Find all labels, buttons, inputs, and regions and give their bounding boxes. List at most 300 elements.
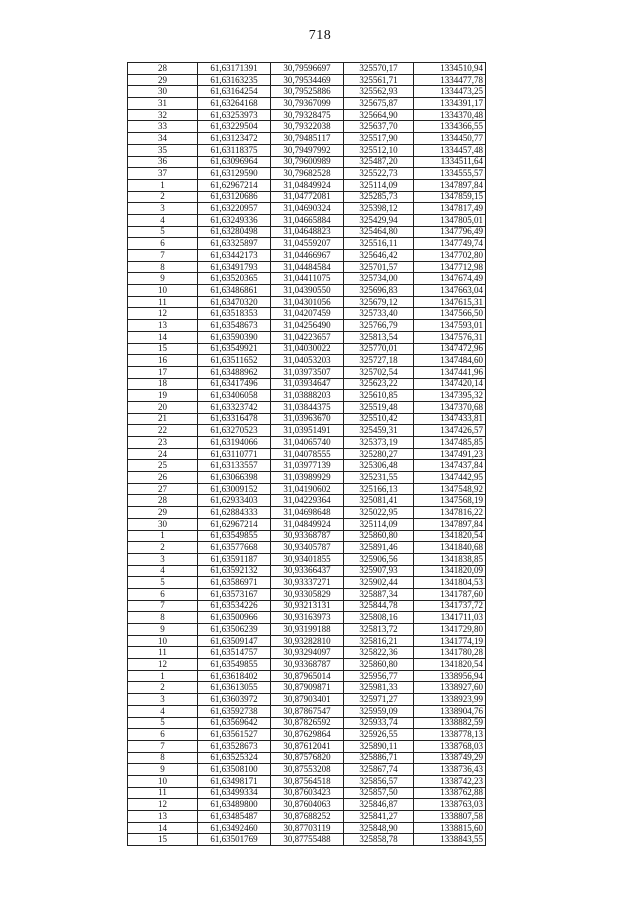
longitude-cell: 30,87903401 <box>271 694 344 706</box>
x-coordinate-cell: 325813,54 <box>344 331 414 343</box>
x-coordinate-cell: 325981,33 <box>344 682 414 694</box>
table-row <box>128 495 486 507</box>
longitude-cell: 30,93401855 <box>271 553 344 565</box>
y-coordinate-cell: 1341780,28 <box>414 647 486 659</box>
y-coordinate-cell: 1341838,85 <box>414 553 486 565</box>
y-coordinate-cell: 1347816,22 <box>414 507 486 519</box>
latitude-cell: 61,63508100 <box>198 764 271 776</box>
latitude-cell: 61,63586971 <box>198 577 271 589</box>
latitude-cell: 61,63618402 <box>198 670 271 682</box>
longitude-cell: 31,04053203 <box>271 355 344 367</box>
table-row <box>128 507 486 519</box>
longitude-cell: 31,04030022 <box>271 343 344 355</box>
x-coordinate-cell: 325280,27 <box>344 448 414 460</box>
table-row <box>128 635 486 647</box>
y-coordinate-cell: 1334477,78 <box>414 74 486 86</box>
latitude-cell: 61,63406058 <box>198 390 271 402</box>
longitude-cell: 30,87629864 <box>271 729 344 741</box>
x-coordinate-cell: 325522,73 <box>344 168 414 180</box>
point-number-cell: 3 <box>128 694 198 706</box>
longitude-cell: 30,87703119 <box>271 822 344 834</box>
latitude-cell: 61,63549855 <box>198 530 271 542</box>
y-coordinate-cell: 1347817,49 <box>414 203 486 215</box>
longitude-cell: 31,04559207 <box>271 238 344 250</box>
y-coordinate-cell: 1338956,94 <box>414 670 486 682</box>
point-number-cell: 1 <box>128 670 198 682</box>
longitude-cell: 30,87576820 <box>271 752 344 764</box>
longitude-cell: 30,93337271 <box>271 577 344 589</box>
table-row <box>128 577 486 589</box>
latitude-cell: 61,63163235 <box>198 74 271 86</box>
longitude-cell: 30,87755488 <box>271 834 344 846</box>
latitude-cell: 61,63509147 <box>198 635 271 647</box>
point-number-cell: 24 <box>128 448 198 460</box>
x-coordinate-cell: 325886,71 <box>344 752 414 764</box>
table-row <box>128 250 486 262</box>
y-coordinate-cell: 1347702,80 <box>414 250 486 262</box>
point-number-cell: 18 <box>128 378 198 390</box>
table-row <box>128 191 486 203</box>
point-number-cell: 3 <box>128 203 198 215</box>
longitude-cell: 31,04648823 <box>271 226 344 238</box>
point-number-cell: 3 <box>128 553 198 565</box>
y-coordinate-cell: 1347566,50 <box>414 308 486 320</box>
x-coordinate-cell: 325022,95 <box>344 507 414 519</box>
point-number-cell: 6 <box>128 588 198 600</box>
latitude-cell: 61,63270523 <box>198 425 271 437</box>
longitude-cell: 31,03977139 <box>271 460 344 472</box>
point-number-cell: 12 <box>128 308 198 320</box>
table-row <box>128 822 486 834</box>
latitude-cell: 61,63485487 <box>198 811 271 823</box>
latitude-cell: 61,63316478 <box>198 413 271 425</box>
point-number-cell: 8 <box>128 612 198 624</box>
x-coordinate-cell: 325516,11 <box>344 238 414 250</box>
point-number-cell: 13 <box>128 320 198 332</box>
latitude-cell: 61,63442173 <box>198 250 271 262</box>
longitude-cell: 30,87612041 <box>271 740 344 752</box>
latitude-cell: 61,63164254 <box>198 86 271 98</box>
latitude-cell: 61,63066398 <box>198 472 271 484</box>
point-number-cell: 33 <box>128 121 198 133</box>
longitude-cell: 30,79322038 <box>271 121 344 133</box>
y-coordinate-cell: 1334366,55 <box>414 121 486 133</box>
latitude-cell: 61,63577668 <box>198 542 271 554</box>
point-number-cell: 4 <box>128 565 198 577</box>
longitude-cell: 30,93368787 <box>271 530 344 542</box>
latitude-cell: 61,63133557 <box>198 460 271 472</box>
y-coordinate-cell: 1347485,85 <box>414 437 486 449</box>
longitude-cell: 30,87826592 <box>271 717 344 729</box>
latitude-cell: 61,63520365 <box>198 273 271 285</box>
longitude-cell: 30,79534469 <box>271 74 344 86</box>
latitude-cell: 61,63506239 <box>198 624 271 636</box>
y-coordinate-cell: 1347548,92 <box>414 483 486 495</box>
table-row <box>128 133 486 145</box>
table-row <box>128 530 486 542</box>
latitude-cell: 61,63171391 <box>198 63 271 75</box>
table-row <box>128 483 486 495</box>
latitude-cell: 61,63096964 <box>198 156 271 168</box>
table-row <box>128 705 486 717</box>
latitude-cell: 61,63264168 <box>198 98 271 110</box>
table-row <box>128 308 486 320</box>
x-coordinate-cell: 325459,31 <box>344 425 414 437</box>
longitude-cell: 31,04390550 <box>271 285 344 297</box>
table-row <box>128 565 486 577</box>
longitude-cell: 30,93163973 <box>271 612 344 624</box>
y-coordinate-cell: 1347491,23 <box>414 448 486 460</box>
table-row <box>128 694 486 706</box>
point-number-cell: 2 <box>128 542 198 554</box>
longitude-cell: 30,79485117 <box>271 133 344 145</box>
latitude-cell: 61,63253973 <box>198 109 271 121</box>
y-coordinate-cell: 1338762,88 <box>414 787 486 799</box>
x-coordinate-cell: 325907,93 <box>344 565 414 577</box>
table-row <box>128 214 486 226</box>
point-number-cell: 12 <box>128 659 198 671</box>
point-number-cell: 14 <box>128 822 198 834</box>
y-coordinate-cell: 1347441,96 <box>414 366 486 378</box>
latitude-cell: 61,63591187 <box>198 553 271 565</box>
longitude-cell: 30,93368787 <box>271 659 344 671</box>
y-coordinate-cell: 1347897,84 <box>414 518 486 530</box>
longitude-cell: 30,93282810 <box>271 635 344 647</box>
x-coordinate-cell: 325857,50 <box>344 787 414 799</box>
table-row <box>128 740 486 752</box>
latitude-cell: 61,63592132 <box>198 565 271 577</box>
x-coordinate-cell: 325867,74 <box>344 764 414 776</box>
latitude-cell: 61,63534226 <box>198 600 271 612</box>
table-row <box>128 588 486 600</box>
longitude-cell: 31,04698648 <box>271 507 344 519</box>
x-coordinate-cell: 325766,79 <box>344 320 414 332</box>
point-number-cell: 11 <box>128 787 198 799</box>
y-coordinate-cell: 1341787,60 <box>414 588 486 600</box>
x-coordinate-cell: 325734,00 <box>344 273 414 285</box>
point-number-cell: 15 <box>128 834 198 846</box>
y-coordinate-cell: 1341820,09 <box>414 565 486 577</box>
table-row <box>128 670 486 682</box>
table-row <box>128 787 486 799</box>
x-coordinate-cell: 325808,16 <box>344 612 414 624</box>
point-number-cell: 15 <box>128 343 198 355</box>
latitude-cell: 61,63194066 <box>198 437 271 449</box>
x-coordinate-cell: 325933,74 <box>344 717 414 729</box>
point-number-cell: 8 <box>128 752 198 764</box>
latitude-cell: 61,63118375 <box>198 144 271 156</box>
x-coordinate-cell: 325702,54 <box>344 366 414 378</box>
y-coordinate-cell: 1338923,99 <box>414 694 486 706</box>
table-row <box>128 624 486 636</box>
longitude-cell: 30,79682528 <box>271 168 344 180</box>
table-row <box>128 425 486 437</box>
y-coordinate-cell: 1338904,76 <box>414 705 486 717</box>
longitude-cell: 30,87604063 <box>271 799 344 811</box>
x-coordinate-cell: 325846,87 <box>344 799 414 811</box>
x-coordinate-cell: 325570,17 <box>344 63 414 75</box>
x-coordinate-cell: 325623,22 <box>344 378 414 390</box>
point-number-cell: 7 <box>128 250 198 262</box>
x-coordinate-cell: 325429,94 <box>344 214 414 226</box>
longitude-cell: 30,79497992 <box>271 144 344 156</box>
x-coordinate-cell: 325231,55 <box>344 472 414 484</box>
point-number-cell: 26 <box>128 472 198 484</box>
point-number-cell: 12 <box>128 799 198 811</box>
x-coordinate-cell: 325860,80 <box>344 659 414 671</box>
table-row <box>128 261 486 273</box>
table-row <box>128 413 486 425</box>
table-row <box>128 366 486 378</box>
table-row <box>128 518 486 530</box>
x-coordinate-cell: 325813,72 <box>344 624 414 636</box>
table-row <box>128 682 486 694</box>
point-number-cell: 9 <box>128 273 198 285</box>
table-row <box>128 448 486 460</box>
x-coordinate-cell: 325733,40 <box>344 308 414 320</box>
latitude-cell: 61,62884333 <box>198 507 271 519</box>
table-row <box>128 109 486 121</box>
latitude-cell: 61,63514757 <box>198 647 271 659</box>
x-coordinate-cell: 325510,42 <box>344 413 414 425</box>
point-number-cell: 29 <box>128 507 198 519</box>
latitude-cell: 61,63009152 <box>198 483 271 495</box>
table-row <box>128 775 486 787</box>
longitude-cell: 31,04078555 <box>271 448 344 460</box>
x-coordinate-cell: 325561,71 <box>344 74 414 86</box>
x-coordinate-cell: 325727,18 <box>344 355 414 367</box>
point-number-cell: 5 <box>128 226 198 238</box>
x-coordinate-cell: 325664,90 <box>344 109 414 121</box>
table-row <box>128 799 486 811</box>
longitude-cell: 30,93213131 <box>271 600 344 612</box>
table-row <box>128 343 486 355</box>
x-coordinate-cell: 325114,09 <box>344 179 414 191</box>
latitude-cell: 61,63325897 <box>198 238 271 250</box>
y-coordinate-cell: 1341820,54 <box>414 530 486 542</box>
longitude-cell: 31,04690324 <box>271 203 344 215</box>
x-coordinate-cell: 325646,42 <box>344 250 414 262</box>
x-coordinate-cell: 325902,44 <box>344 577 414 589</box>
longitude-cell: 31,04065740 <box>271 437 344 449</box>
latitude-cell: 61,63498171 <box>198 775 271 787</box>
point-number-cell: 10 <box>128 285 198 297</box>
point-number-cell: 4 <box>128 214 198 226</box>
longitude-cell: 31,04207459 <box>271 308 344 320</box>
point-number-cell: 20 <box>128 401 198 413</box>
table-row <box>128 401 486 413</box>
coordinates-table-body <box>128 63 486 846</box>
y-coordinate-cell: 1334473,25 <box>414 86 486 98</box>
latitude-cell: 61,63528673 <box>198 740 271 752</box>
point-number-cell: 19 <box>128 390 198 402</box>
x-coordinate-cell: 325285,73 <box>344 191 414 203</box>
longitude-cell: 30,87603423 <box>271 787 344 799</box>
table-row <box>128 273 486 285</box>
table-row <box>128 729 486 741</box>
x-coordinate-cell: 325891,46 <box>344 542 414 554</box>
latitude-cell: 61,63569642 <box>198 717 271 729</box>
y-coordinate-cell: 1347370,68 <box>414 401 486 413</box>
longitude-cell: 31,04190602 <box>271 483 344 495</box>
latitude-cell: 61,63549921 <box>198 343 271 355</box>
latitude-cell: 61,63549855 <box>198 659 271 671</box>
table-row <box>128 86 486 98</box>
x-coordinate-cell: 325848,90 <box>344 822 414 834</box>
x-coordinate-cell: 325906,56 <box>344 553 414 565</box>
y-coordinate-cell: 1341729,80 <box>414 624 486 636</box>
x-coordinate-cell: 325860,80 <box>344 530 414 542</box>
table-row <box>128 355 486 367</box>
point-number-cell: 21 <box>128 413 198 425</box>
point-number-cell: 37 <box>128 168 198 180</box>
longitude-cell: 30,93305829 <box>271 588 344 600</box>
point-number-cell: 7 <box>128 600 198 612</box>
y-coordinate-cell: 1347395,32 <box>414 390 486 402</box>
x-coordinate-cell: 325464,80 <box>344 226 414 238</box>
latitude-cell: 61,63220957 <box>198 203 271 215</box>
point-number-cell: 28 <box>128 63 198 75</box>
y-coordinate-cell: 1338763,03 <box>414 799 486 811</box>
longitude-cell: 31,04223657 <box>271 331 344 343</box>
point-number-cell: 2 <box>128 682 198 694</box>
longitude-cell: 31,04301056 <box>271 296 344 308</box>
table-row <box>128 144 486 156</box>
y-coordinate-cell: 1338768,03 <box>414 740 486 752</box>
latitude-cell: 61,63561527 <box>198 729 271 741</box>
y-coordinate-cell: 1347796,49 <box>414 226 486 238</box>
point-number-cell: 28 <box>128 495 198 507</box>
longitude-cell: 30,93405787 <box>271 542 344 554</box>
longitude-cell: 30,87564518 <box>271 775 344 787</box>
point-number-cell: 16 <box>128 355 198 367</box>
y-coordinate-cell: 1334391,17 <box>414 98 486 110</box>
point-number-cell: 30 <box>128 86 198 98</box>
latitude-cell: 61,63511652 <box>198 355 271 367</box>
table-row <box>128 331 486 343</box>
y-coordinate-cell: 1341820,54 <box>414 659 486 671</box>
x-coordinate-cell: 325816,21 <box>344 635 414 647</box>
point-number-cell: 23 <box>128 437 198 449</box>
point-number-cell: 4 <box>128 705 198 717</box>
y-coordinate-cell: 1338815,60 <box>414 822 486 834</box>
latitude-cell: 61,63603972 <box>198 694 271 706</box>
latitude-cell: 61,63501769 <box>198 834 271 846</box>
table-row <box>128 320 486 332</box>
x-coordinate-cell: 325562,93 <box>344 86 414 98</box>
longitude-cell: 30,79328475 <box>271 109 344 121</box>
y-coordinate-cell: 1347433,81 <box>414 413 486 425</box>
y-coordinate-cell: 1347426,57 <box>414 425 486 437</box>
longitude-cell: 31,03973507 <box>271 366 344 378</box>
y-coordinate-cell: 1347897,84 <box>414 179 486 191</box>
latitude-cell: 61,63499334 <box>198 787 271 799</box>
y-coordinate-cell: 1334510,94 <box>414 63 486 75</box>
longitude-cell: 31,04665884 <box>271 214 344 226</box>
x-coordinate-cell: 325306,48 <box>344 460 414 472</box>
longitude-cell: 30,93199188 <box>271 624 344 636</box>
point-number-cell: 5 <box>128 717 198 729</box>
table-row <box>128 472 486 484</box>
y-coordinate-cell: 1338749,29 <box>414 752 486 764</box>
point-number-cell: 6 <box>128 238 198 250</box>
point-number-cell: 36 <box>128 156 198 168</box>
point-number-cell: 1 <box>128 179 198 191</box>
table-row <box>128 647 486 659</box>
x-coordinate-cell: 325081,41 <box>344 495 414 507</box>
page-number: 718 <box>308 28 332 43</box>
point-number-cell: 35 <box>128 144 198 156</box>
x-coordinate-cell: 325971,27 <box>344 694 414 706</box>
x-coordinate-cell: 325519,48 <box>344 401 414 413</box>
longitude-cell: 30,79596697 <box>271 63 344 75</box>
longitude-cell: 31,03963670 <box>271 413 344 425</box>
table-row <box>128 542 486 554</box>
point-number-cell: 10 <box>128 635 198 647</box>
y-coordinate-cell: 1347712,98 <box>414 261 486 273</box>
latitude-cell: 61,63592738 <box>198 705 271 717</box>
y-coordinate-cell: 1347484,60 <box>414 355 486 367</box>
latitude-cell: 61,63280498 <box>198 226 271 238</box>
point-number-cell: 22 <box>128 425 198 437</box>
latitude-cell: 61,63548673 <box>198 320 271 332</box>
table-row <box>128 612 486 624</box>
point-number-cell: 32 <box>128 109 198 121</box>
latitude-cell: 61,63229504 <box>198 121 271 133</box>
y-coordinate-cell: 1334511,64 <box>414 156 486 168</box>
y-coordinate-cell: 1347674,49 <box>414 273 486 285</box>
longitude-cell: 31,04411075 <box>271 273 344 285</box>
longitude-cell: 31,04229364 <box>271 495 344 507</box>
point-number-cell: 6 <box>128 729 198 741</box>
latitude-cell: 61,63486861 <box>198 285 271 297</box>
x-coordinate-cell: 325114,09 <box>344 518 414 530</box>
latitude-cell: 61,63249336 <box>198 214 271 226</box>
table-row <box>128 156 486 168</box>
y-coordinate-cell: 1347615,31 <box>414 296 486 308</box>
latitude-cell: 61,63518353 <box>198 308 271 320</box>
table-row <box>128 296 486 308</box>
y-coordinate-cell: 1338882,59 <box>414 717 486 729</box>
point-number-cell: 30 <box>128 518 198 530</box>
y-coordinate-cell: 1347576,31 <box>414 331 486 343</box>
point-number-cell: 7 <box>128 740 198 752</box>
point-number-cell: 29 <box>128 74 198 86</box>
point-number-cell: 1 <box>128 530 198 542</box>
point-number-cell: 11 <box>128 647 198 659</box>
table-row <box>128 378 486 390</box>
y-coordinate-cell: 1347472,96 <box>414 343 486 355</box>
longitude-cell: 30,79600989 <box>271 156 344 168</box>
point-number-cell: 25 <box>128 460 198 472</box>
y-coordinate-cell: 1334370,48 <box>414 109 486 121</box>
point-number-cell: 11 <box>128 296 198 308</box>
y-coordinate-cell: 1341737,72 <box>414 600 486 612</box>
longitude-cell: 30,79367099 <box>271 98 344 110</box>
y-coordinate-cell: 1347593,01 <box>414 320 486 332</box>
point-number-cell: 31 <box>128 98 198 110</box>
y-coordinate-cell: 1338742,23 <box>414 775 486 787</box>
longitude-cell: 31,03888203 <box>271 390 344 402</box>
y-coordinate-cell: 1338778,13 <box>414 729 486 741</box>
latitude-cell: 61,63123472 <box>198 133 271 145</box>
point-number-cell: 13 <box>128 811 198 823</box>
latitude-cell: 61,62933403 <box>198 495 271 507</box>
table-row <box>128 460 486 472</box>
table-row <box>128 168 486 180</box>
x-coordinate-cell: 325841,27 <box>344 811 414 823</box>
longitude-cell: 30,93366437 <box>271 565 344 577</box>
